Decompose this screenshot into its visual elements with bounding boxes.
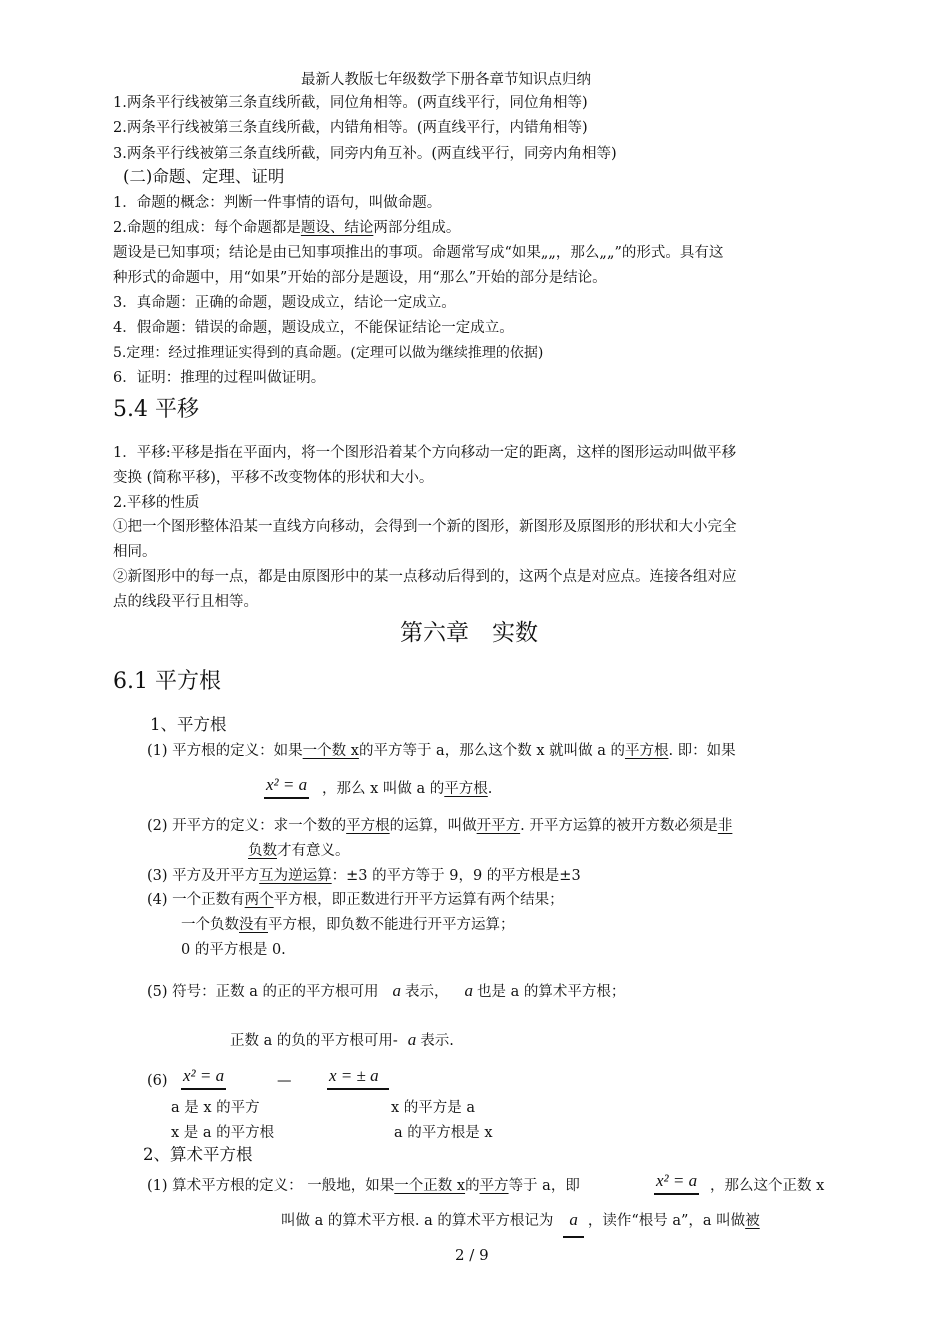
proposition-line: 4．假命题：错误的命题，题设成立，不能保证结论一定成立。 bbox=[113, 320, 514, 336]
sqrt-symbol: a bbox=[407, 1030, 417, 1049]
translation-line: ①把一个图形整体沿某一直线方向移动，会得到一个新的图形，新图形及原图形的形状和大小完全 bbox=[113, 519, 737, 535]
parallel-prop-1: 1.两条平行线被第三条直线所截，同位角相等。(两直线平行，同位角相等) bbox=[113, 95, 588, 111]
section-heading-5-4: 5.4 平移 bbox=[113, 397, 199, 422]
sqrt-symbol: a bbox=[464, 981, 474, 1000]
dash-separator: — bbox=[277, 1073, 292, 1089]
parallel-prop-2: 2.两条平行线被第三条直线所截，内错角相等。(两直线平行，内错角相等) bbox=[113, 120, 588, 136]
relation-text: x 是 a 的平方根 bbox=[171, 1125, 275, 1141]
proposition-line: 5.定理：经过推理证实得到的真命题。(定理可以做为继续推理的依据) bbox=[113, 345, 544, 361]
translation-line: 2.平移的性质 bbox=[113, 495, 200, 511]
sqrt-symbol-line: (5) 符号：正数 a 的正的平方根可用 a 表示， a 也是 a 的算术平方根； bbox=[147, 981, 626, 1000]
arith-sqrt-definition: (1) 算术平方根的定义： 一般地，如果一个正数 x的平方等于 a，即 bbox=[147, 1178, 580, 1194]
parallel-prop-3: 3.两条平行线被第三条直线所截，同旁内角互补。(两直线平行，同旁内角相等) bbox=[113, 146, 617, 162]
proposition-line: 3．真命题：正确的命题，题设成立，结论一定成立。 bbox=[113, 295, 456, 311]
square-rooting-definition: (2) 开平方的定义：求一个数的平方根的运算，叫做开平方. 开平方运算的被开方数必须是非 bbox=[147, 818, 733, 834]
negative-sqrt-symbol-line: 正数 a 的负的平方根可用- a 表示. bbox=[230, 1030, 454, 1049]
sqrt-of-zero: 0 的平方根是 0. bbox=[181, 942, 286, 958]
translation-line: ②新图形中的每一点，都是由原图形中的某一点移动后得到的，这两个点是对应点。连接各组对应 bbox=[113, 569, 737, 585]
translation-line: 1．平移:平移是指在平面内，将一个图形沿着某个方向移动一定的距离，这样的图形运动叫做平移 bbox=[113, 445, 737, 461]
chapter-title: 第六章 实数 bbox=[400, 620, 538, 646]
proposition-line: 题设是已知事项；结论是由已知事项推出的事项。命题常写成“如果„„，那么„„”的形式。具有这 bbox=[113, 245, 724, 261]
proposition-line: 1．命题的概念：判断一件事情的语句，叫做命题。 bbox=[113, 195, 442, 211]
arith-sqrt-definition-cont: ，那么这个正数 x bbox=[710, 1178, 825, 1194]
subsection-heading: 1、平方根 bbox=[150, 715, 227, 734]
translation-line: 点的线段平行且相等。 bbox=[113, 594, 258, 610]
sqrt-count-positive: (4) 一个正数有两个平方根，即正数进行开平方运算有两个结果； bbox=[147, 892, 564, 908]
sqrt-definition-cont: ，那么 x 叫做 a 的平方根. bbox=[322, 781, 493, 797]
relation-text: x 的平方是 a bbox=[391, 1100, 476, 1116]
sqrt-definition: (1) 平方根的定义：如果一个数 x的平方等于 a，那么这个数 x 就叫做 a 的平方根. 即：如果 bbox=[147, 743, 736, 759]
subsection-heading: 2、算术平方根 bbox=[143, 1145, 253, 1164]
arith-sqrt-notation: 叫做 a 的算术平方根. a 的算术平方根记为 a ，读作“根号 a”，a 叫做被 bbox=[281, 1210, 760, 1238]
inverse-operations: (3) 平方及开平方互为逆运算：±3 的平方等于 9，9 的平方根是±3 bbox=[147, 868, 581, 884]
section-heading-6-1: 6.1 平方根 bbox=[113, 669, 221, 694]
sqrt-symbol: a bbox=[392, 981, 402, 1000]
equation: x² = a bbox=[654, 1171, 699, 1195]
relation-text: a 是 x 的平方 bbox=[171, 1100, 260, 1116]
underlined-term: 题设、结论 bbox=[300, 220, 374, 236]
equation: x² = a bbox=[181, 1066, 226, 1090]
sqrt-symbol: a bbox=[563, 1210, 584, 1238]
proposition-line: 种形式的命题中，用“如果”开始的部分是题设，用“那么”开始的部分是结论。 bbox=[113, 270, 607, 286]
item-label: (6) bbox=[147, 1073, 168, 1089]
sqrt-count-negative: 一个负数没有平方根，即负数不能进行开平方运算； bbox=[181, 917, 515, 933]
equation: x² = a bbox=[264, 775, 309, 799]
equation: x = ± a bbox=[327, 1066, 389, 1090]
page-header: 最新人教版七年级数学下册各章节知识点归纳 bbox=[301, 72, 591, 88]
relation-text: a 的平方根是 x bbox=[394, 1125, 493, 1141]
translation-line: 相同。 bbox=[113, 544, 157, 560]
page-number: 2 / 9 bbox=[455, 1246, 489, 1264]
square-rooting-definition-cont: 负数才有意义。 bbox=[248, 843, 350, 859]
proposition-heading: (二)命题、定理、证明 bbox=[123, 167, 285, 186]
translation-line: 变换 (简称平移)，平移不改变物体的形状和大小。 bbox=[113, 470, 434, 486]
proposition-line: 2.命题的组成：每个命题都是题设、结论两部分组成。 bbox=[113, 220, 461, 236]
proposition-line: 6．证明：推理的过程叫做证明。 bbox=[113, 370, 326, 386]
